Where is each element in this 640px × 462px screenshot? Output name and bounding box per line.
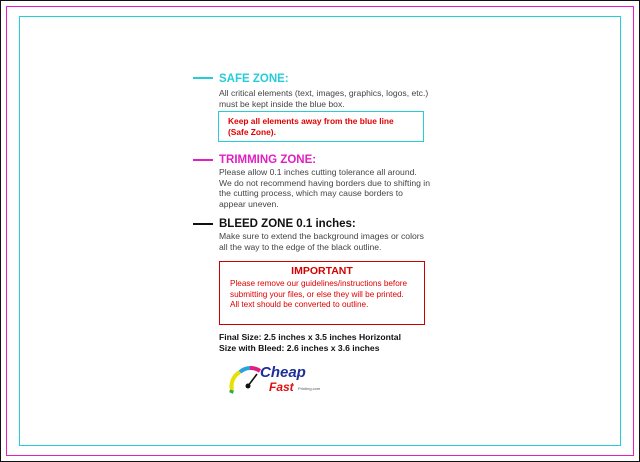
- logo-word-fast: Fast: [269, 380, 294, 394]
- safe-zone-callout: [218, 111, 424, 142]
- cheap-fast-printing-logo: [228, 360, 338, 400]
- logo-word-cheap: Cheap: [260, 364, 306, 381]
- size-info: [219, 332, 401, 354]
- trim-zone-text: [219, 167, 430, 209]
- safe-zone-text: [219, 88, 428, 109]
- safe-callout-line-2: (Safe Zone).: [228, 126, 276, 137]
- safe-zone-line-1: All critical elements (text, images, graphics, logos, etc.): [219, 88, 429, 98]
- bleed-zone-line-1: Make sure to extend the background images or colors: [219, 231, 424, 241]
- safe-zone-line-2: must be kept inside the blue box.: [219, 98, 345, 109]
- safe-zone-heading: SAFE ZONE:: [219, 73, 289, 85]
- safe-callout-line-1: Keep all elements away from the blue line: [228, 116, 394, 126]
- trim-zone-line-2: We do not recommend having borders due to shifting in: [219, 177, 430, 188]
- bleed-zone-legend-dash: [193, 223, 213, 225]
- trim-zone-line-3: the cutting process, which may cause borders to: [219, 188, 403, 199]
- important-line-1: Please remove our guidelines/instructions before: [230, 279, 408, 288]
- important-text: [230, 279, 407, 311]
- important-title: IMPORTANT: [291, 265, 353, 277]
- trim-zone-line-4: appear uneven.: [219, 198, 279, 209]
- important-line-2: submitting your files, or else they will be printed.: [230, 289, 404, 299]
- bleed-size-text: Size with Bleed: 2.6 inches x 3.6 inches: [219, 343, 380, 353]
- safe-zone-legend-dash: [193, 77, 213, 79]
- important-box: [219, 261, 425, 325]
- bleed-zone-line-2: all the way to the edge of the black outline.: [219, 241, 382, 252]
- trim-zone-heading: TRIMMING ZONE:: [219, 154, 317, 166]
- final-size-text: Final Size: 2.5 inches x 3.5 inches Horizontal: [219, 332, 401, 342]
- bleed-zone-heading: BLEED ZONE 0.1 inches:: [219, 218, 356, 230]
- bleed-zone-text: [219, 231, 424, 252]
- important-line-3: All text should be converted to outline.: [230, 300, 369, 310]
- trim-zone-legend-dash: [193, 159, 213, 161]
- trim-zone-line-1: Please allow 0.1 inches cutting tolerance all around.: [219, 167, 417, 177]
- logo-word-printing: Printing.com: [298, 386, 321, 391]
